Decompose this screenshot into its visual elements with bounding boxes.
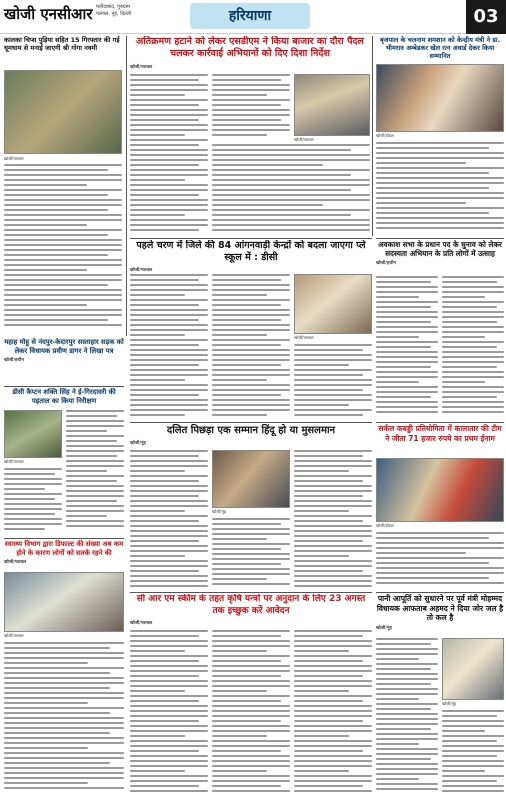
story-body	[130, 630, 208, 796]
story-body	[376, 142, 504, 236]
story-body	[66, 410, 124, 536]
story-body	[4, 468, 62, 536]
story-body	[212, 74, 290, 138]
photo-caption: खोजी/होडल	[376, 523, 394, 528]
photo-caption: खोजी/पलवल	[294, 137, 314, 142]
story-body	[294, 630, 372, 796]
story-body	[130, 74, 208, 234]
story-body	[376, 276, 438, 420]
story-body	[212, 274, 290, 420]
page-number: 03	[466, 0, 506, 34]
story-crm-scheme	[130, 594, 372, 796]
dateline-line-2: पलवल, नूंह, दिल्ली	[96, 11, 132, 17]
story-body	[442, 710, 504, 796]
story-photo	[4, 70, 122, 154]
story-body	[294, 344, 372, 420]
story-byline: खोजी/पलवल	[130, 65, 153, 70]
story-gogha-navmi	[4, 36, 124, 336]
section-title: हरियाणा	[190, 3, 310, 29]
story-photo	[376, 458, 504, 522]
dateline-line-1: फरीदाबाद, गुरुग्राम	[96, 4, 131, 10]
story-body	[376, 638, 438, 796]
story-body	[376, 532, 504, 590]
photo-caption: खोजी/पलवल	[4, 633, 24, 638]
story-byline: खोजी/पलवल	[130, 268, 153, 273]
photo-caption: खोजी/पलवल	[4, 156, 24, 161]
story-headline: डीसी कैप्टन शक्ति सिंह ने ई-गिरदावरी की पड़ताल का किया निरीक्षण	[12, 388, 116, 405]
newspaper-logo: खोजी एनसीआर	[4, 5, 93, 23]
story-ambedkar-award	[376, 36, 504, 236]
story-byline: खोजी/पलवल	[4, 560, 27, 565]
story-byline: खोजी/हथीन	[4, 358, 24, 363]
story-photo	[294, 274, 372, 334]
story-bar-election	[376, 240, 504, 420]
story-byline: खोजी/पलवल	[130, 621, 153, 626]
story-photo	[212, 450, 290, 508]
story-body	[4, 642, 124, 796]
photo-caption: खोजी/नूंह	[212, 509, 227, 514]
story-photo	[4, 410, 62, 458]
dateline	[96, 4, 131, 18]
story-body	[212, 144, 370, 236]
story-photo	[376, 64, 504, 132]
photo-caption: खोजी/नूंह	[442, 701, 457, 706]
story-byline: खोजी/नूंह	[376, 625, 392, 631]
story-health-dept	[4, 540, 124, 796]
story-byline: खोजी/नूंह	[130, 441, 146, 446]
story-photo	[4, 572, 124, 632]
story-headline: महाह मोहु से नंदपुर-केदारपुर सस्ताहार सड़क को लेकर विधायक प्रवीण डागर ने लिखा पत्र	[4, 338, 124, 355]
story-photo	[294, 74, 370, 136]
photo-caption: खोजी/होडल	[376, 133, 394, 138]
story-headline: सी आर एम स्कीम के तहत कृषि यन्त्रों पर अनुदान के लिए 23 अगस्त तक इच्छुक करें आवेदन	[136, 594, 366, 616]
story-mla-letter	[4, 338, 124, 384]
story-photo	[442, 638, 504, 700]
photo-caption: खोजी/पलवल	[294, 335, 314, 340]
story-headline: अवकाश सभा के प्रधान पद के चुनाव को लेकर सदस्यता अभियान के प्रति लोगों में उत्साह	[378, 240, 502, 258]
story-body	[4, 164, 122, 334]
story-water-supply	[376, 594, 504, 796]
story-headline: सर्कल कबड्डी प्रतियोगिता में कालातार की टीम ने जीता 71 हजार रुपये का प्रथम ईनाम	[378, 424, 502, 443]
story-kabaddi	[376, 424, 504, 590]
story-headline: दलित पिछड़ा एक सम्मान हिंदू हो या मुसलमान	[166, 425, 336, 436]
story-headline: स्वास्थ्य विभाग द्वारा डिफाल्ट की संख्या अब कम होने के कारण लोगों को सतर्क रहने की	[4, 540, 124, 557]
story-body	[442, 276, 504, 420]
story-anganwadi	[130, 240, 372, 420]
story-body	[212, 630, 290, 796]
story-dalit-samman	[130, 424, 372, 590]
masthead	[0, 0, 506, 34]
photo-caption: खोजी/पलवल	[4, 459, 24, 464]
story-e-girdawari	[4, 388, 124, 536]
story-body	[130, 274, 208, 420]
story-byline: खोजी/हथीन	[376, 261, 396, 266]
story-body	[294, 450, 372, 590]
story-headline: पानी आपूर्ति को सुधारने पर पूर्व मंत्री मोहम्मद विधायक आफताब अहमद ने दिया जोर जल है तो कल है	[376, 594, 504, 622]
story-body	[130, 450, 208, 590]
story-headline: कालका चिप्स पुड़िया सहित 15 गिरफ्तार की गई धूमधाम से मनाई जाएगी श्री गोगा नवमी	[4, 36, 120, 52]
story-encroachment	[130, 36, 370, 236]
story-headline: अतिक्रमण हटाने को लेकर एसडीएम ने किया बाजार का दौरा पैदल चलकर कार्रवाई अभियानों को दिए दिशा निर्देश	[136, 36, 364, 59]
story-headline: बृजपाल के चलनाम शमशान को केन्द्रीय मंत्री ने डा. भीमराव अम्बेडकर खेल रत्न अवार्ड देकर किया सम्मानित	[379, 36, 501, 60]
story-headline: पहले चरण में जिले की 84 आंगनवाड़ी केन्द्रों को बदला जाएगा प्ले स्कूल में : डीसी	[136, 240, 366, 263]
story-body	[212, 518, 290, 590]
